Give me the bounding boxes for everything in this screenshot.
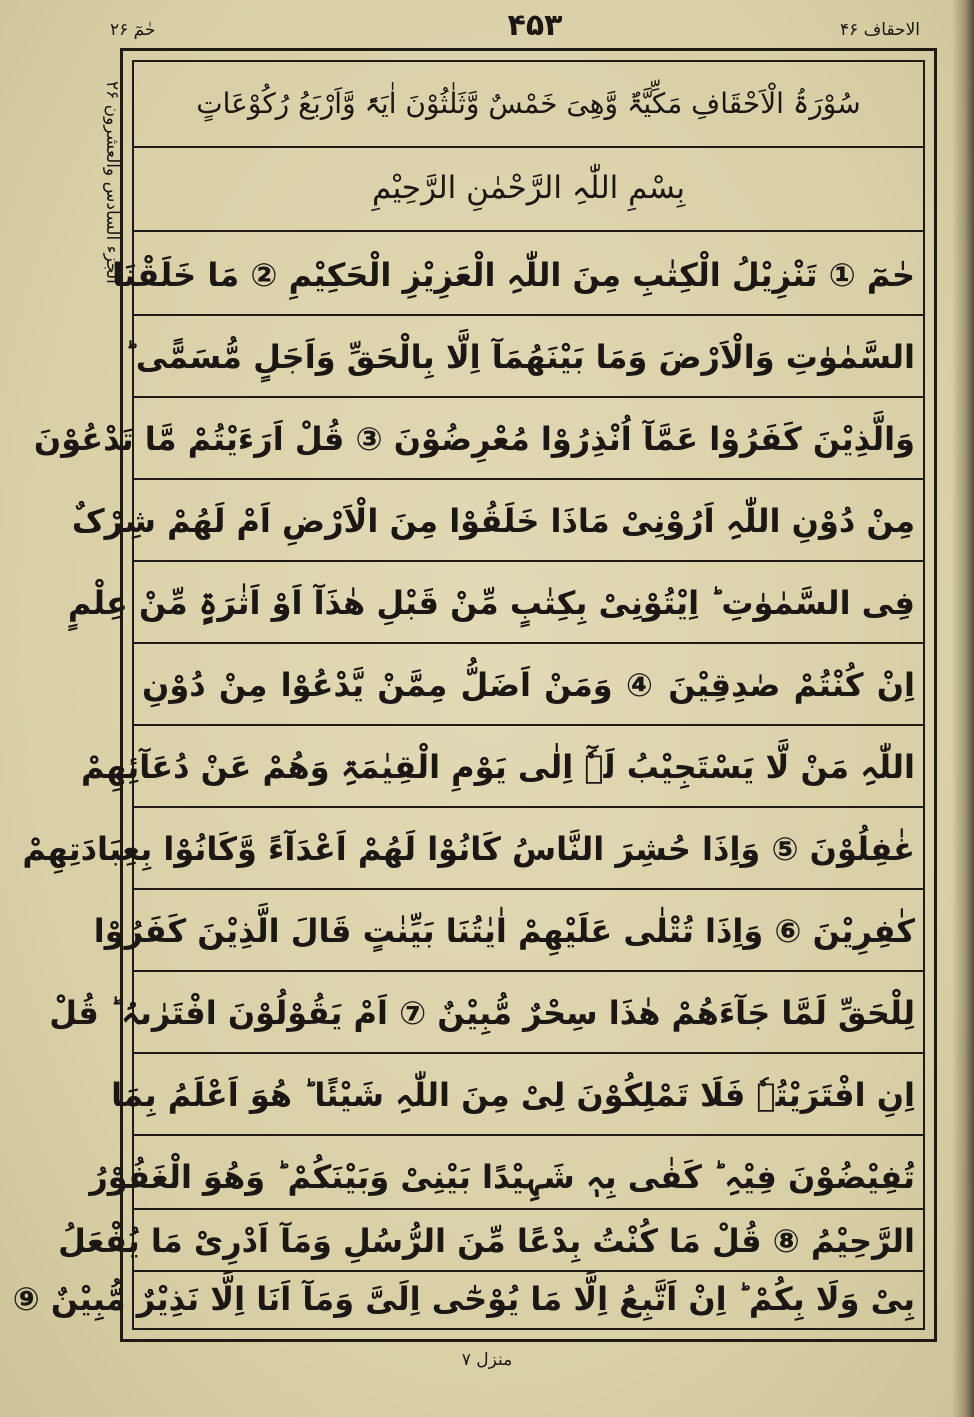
page-edge-shadow [952, 0, 974, 1417]
verse-line: بِیْ وَلَا بِکُمْ ؕ اِنْ اَتَّبِعُ اِلَّا مَا یُوْحٰٓی اِلَیَّ وَمَآ اَنَا اِلَّا نَذِیْرٌ مُّبِیْنٌ ⑨ [12, 1280, 915, 1318]
divider-line [132, 642, 925, 644]
verse-line: کٰفِرِیْنَ ⑥ وَاِذَا تُتْلٰی عَلَیْھِمْ اٰیٰتُنَا بَیِّنٰتٍ قَالَ الَّذِیْنَ کَفَرُوْا [93, 912, 915, 950]
divider-line [132, 970, 925, 972]
verse-line: اِنْ کُنْتُمْ صٰدِقِیْنَ ④ وَمَنْ اَضَلُّ مِمَّنْ یَّدْعُوْا مِنْ دُوْنِ [142, 666, 915, 704]
verse-line: تُفِیْضُوْنَ فِیْہِ ؕ کَفٰی بِہٖ شَہِیْدًا بَیْنِیْ وَبَیْنَکُمْ ؕ وَھُوَ الْغَفُوْرُ [89, 1158, 915, 1196]
divider-line [132, 806, 925, 808]
verse-line: لِلْحَقِّ لَمَّا جَآءَھُمْ ھٰذَا سِحْرٌ مُّبِیْنٌ ⑦ اَمْ یَقُوْلُوْنَ افْتَرٰىہُ ؕ قُلْ [49, 994, 915, 1032]
verse-line: حٰمٓ ① تَنْزِیْلُ الْکِتٰبِ مِنَ اللّٰہِ الْعَزِیْزِ الْحَکِیْمِ ② مَا خَلَقْنَا [112, 256, 915, 294]
verse-line: اللّٰہِ مَنْ لَّا یَسْتَجِیْبُ لَہٗٓ اِلٰی یَوْمِ الْقِیٰمَۃِ وَھُمْ عَنْ دُعَآئِھِمْ [80, 748, 915, 786]
divider-line [132, 560, 925, 562]
divider-line [132, 1052, 925, 1054]
verse-line: الرَّحِیْمُ ⑧ قُلْ مَا کُنْتُ بِدْعًا مِّنَ الرُّسُلِ وَمَآ اَدْرِیْ مَا یُفْعَلُ [58, 1222, 915, 1260]
divider-line [132, 1134, 925, 1136]
verse-line: السَّمٰوٰتِ وَالْاَرْضَ وَمَا بَیْنَھُمَآ اِلَّا بِالْحَقِّ وَاَجَلٍ مُّسَمًّی ؕ [124, 338, 915, 376]
bismillah: بِسْمِ اللّٰہِ الرَّحْمٰنِ الرَّحِیْمِ [371, 170, 686, 206]
side-margin-note: الجزء السادس والعشرون ۲۶ [102, 81, 122, 284]
surah-heading: سُوْرَۃُ الْاَحْقَافِ مَکِّیَّۃٌ وَّھِیَ خَمْسٌ وَّثَلٰثُوْنَ اٰیَۃً وَّاَرْبَعُ رُکُوْعَاتٍ [196, 87, 861, 120]
surah-name-header: الاحقاف ۴۶ [840, 20, 920, 40]
verse-line: اِنِ افْتَرَیْتُہٗ فَلَا تَمْلِکُوْنَ لِیْ مِنَ اللّٰہِ شَیْئًا ؕ ھُوَ اَعْلَمُ بِمَا [111, 1076, 915, 1114]
page-number: ۴۵۳ [507, 8, 563, 43]
divider-line [132, 314, 925, 316]
manzil-footer: منزل ۷ [461, 1350, 513, 1370]
divider-line [132, 396, 925, 398]
verse-line: وَالَّذِیْنَ کَفَرُوْا عَمَّآ اُنْذِرُوْا مُعْرِضُوْنَ ③ قُلْ اَرَءَیْتُمْ مَّا تَدْعُوْنَ [33, 420, 915, 458]
divider-line [132, 888, 925, 890]
divider-line [132, 230, 925, 232]
verse-line: غٰفِلُوْنَ ⑤ وَاِذَا حُشِرَ النَّاسُ کَانُوْا لَھُمْ اَعْدَآءً وَّکَانُوْا بِعِبَادَتِھِمْ [22, 830, 915, 868]
page-header [110, 8, 950, 48]
divider-line [132, 724, 925, 726]
verse-line: مِنْ دُوْنِ اللّٰہِ اَرُوْنِیْ مَاذَا خَلَقُوْا مِنَ الْاَرْضِ اَمْ لَھُمْ شِرْکٌ [71, 502, 915, 540]
divider-line [132, 146, 925, 148]
part-name-header: حٰمٓ ۲۶ [110, 20, 156, 40]
verse-line: فِی السَّمٰوٰتِ ؕ اِیْتُوْنِیْ بِکِتٰبٍ مِّنْ قَبْلِ ھٰذَآ اَوْ اَثٰرَۃٍ مِّنْ عِلْمٍ [67, 584, 915, 622]
divider-line [132, 478, 925, 480]
